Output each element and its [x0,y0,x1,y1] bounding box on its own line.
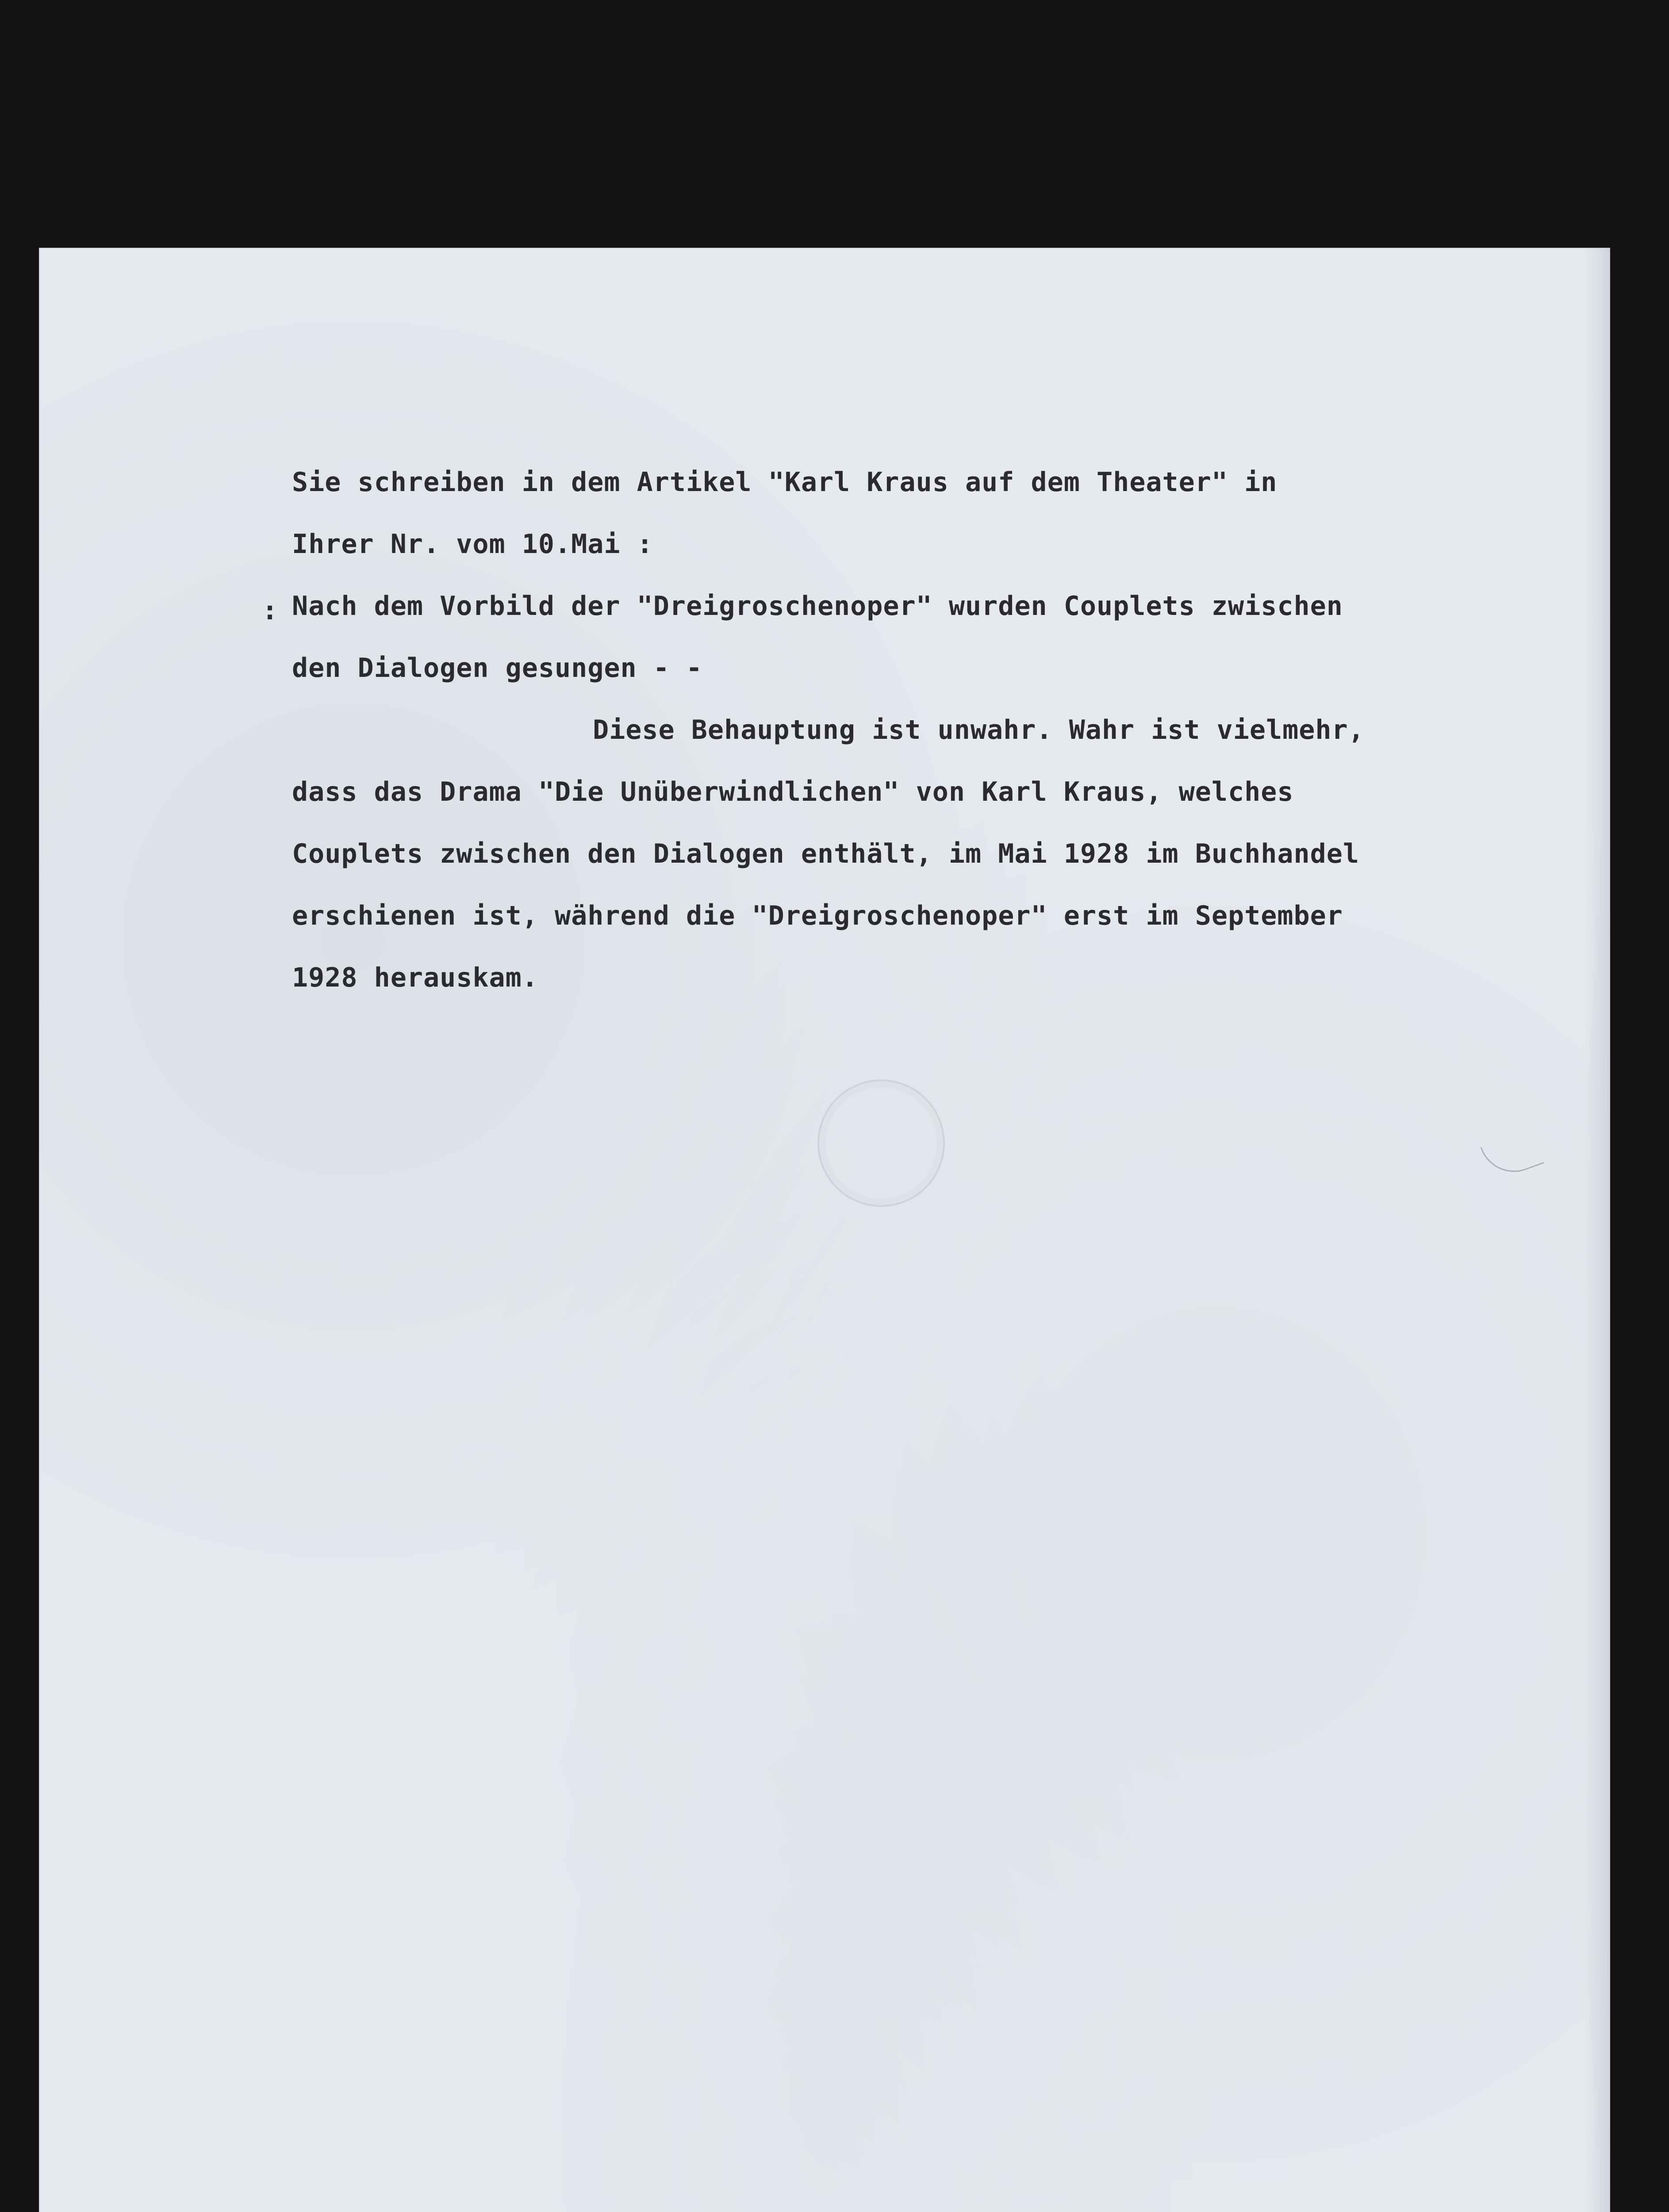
text-line: 1928 herauskam. [292,962,538,993]
page-edge-shadow [1584,248,1610,2212]
text-line: Nach dem Vorbild der "Dreigroschenoper" wurden Couplets zwischen [292,591,1343,622]
text-line: dass das Drama "Die Unüberwindlichen" von Karl Kraus, welches [292,776,1294,807]
margin-mark: : [262,595,278,626]
text-line: Sie schreiben in dem Artikel "Karl Kraus auf dem Theater" in [292,467,1278,498]
text-line: den Dialogen gesungen - - [292,653,703,684]
typed-text-body [292,451,1513,1009]
pencil-mark-icon [1481,1129,1544,1182]
faded-stamp-icon [817,1079,945,1207]
text-line-indented: Diese Behauptung ist unwahr. Wahr ist vielmehr, [593,714,1365,745]
text-line: Couplets zwischen den Dialogen enthält, im Mai 1928 im Buchhandel [292,838,1359,869]
text-line: erschienen ist, während die "Dreigroschenoper" erst im September [292,900,1343,931]
text-line: Ihrer Nr. vom 10.Mai : [292,529,653,560]
